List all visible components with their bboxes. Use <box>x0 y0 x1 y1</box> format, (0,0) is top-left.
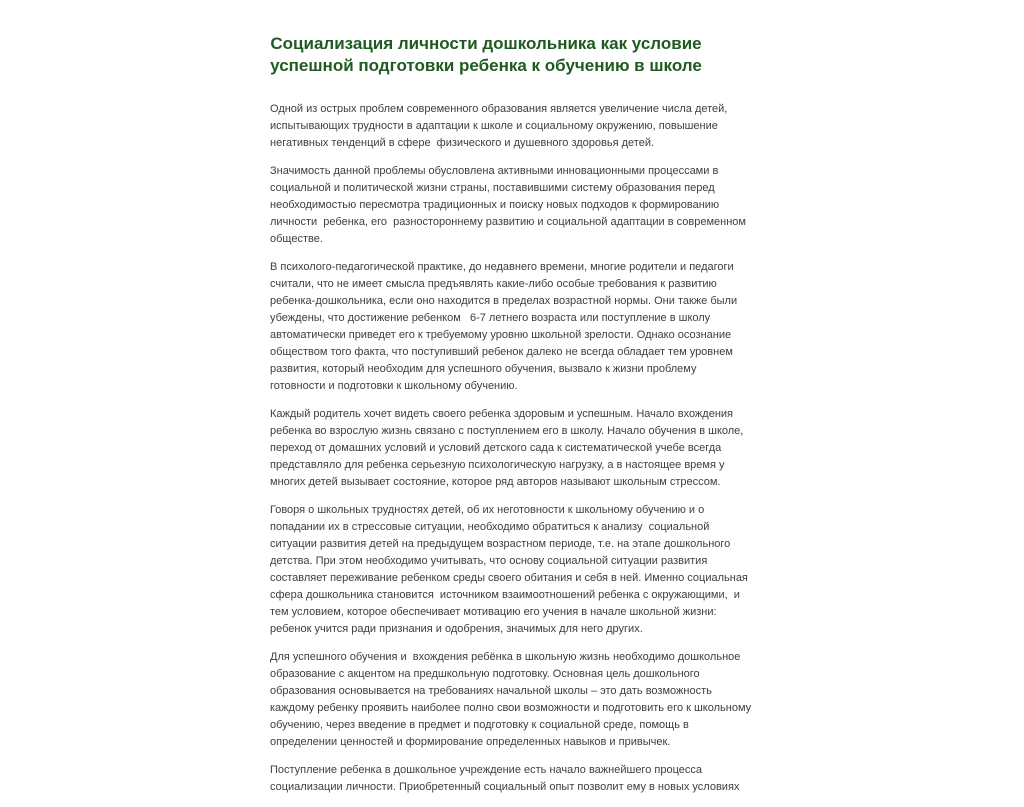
paragraph: Говоря о школьных трудностях детей, об их неготовности к школьному обучению и о попадании их в стрессовые ситуации, необходимо обратиться к анализу социальной ситуации развития детей на предыдущем возрастном периоде, т.е. на этапе дошкольного детства. При этом необходимо учитывать, что основу социальной ситуации развития составляет переживание ребенком среды своего обитания и себя в ней. Именно социальная сфера дошкольника становится источником взаимоотношений ребенка с окружающими, и тем условием, которое обеспечивает мотивацию его учения в начале школьной жизни: ребенок учится ради признания и одобрения, значимых для него других. <box>270 504 751 635</box>
paragraph: Поступление ребенка в дошкольное учреждение есть начало важнейшего процесса социализации личности. Приобретенный социальный опыт позволит ему в новых условиях <box>270 764 740 793</box>
paragraph: Одной из острых проблем современного образования является увеличение числа детей, испытывающих трудности в адаптации к школе и социальному окружению, повышение негативных тенденций в сфере физического и душевного здоровья детей. <box>270 103 731 149</box>
document-title: Социализация личности дошкольника как условие успешной подготовки ребенка к обучению в школе <box>270 34 707 75</box>
paragraph: Каждый родитель хочет видеть своего ребенка здоровым и успешным. Начало вхождения ребенка во взрослую жизнь связано с поступлением его в школу. Начало обучения в школе, переход от домашних условий и условий детского сада к систематической учебе всегда представляло для ребенка серьезную психологическую нагрузку, а в настоящее время у многих детей вызывает состояние, которое ряд авторов называют школьным стрессом. <box>270 408 747 488</box>
document-content <box>270 33 755 807</box>
paragraph: В психолого-педагогической практике, до недавнего времени, многие родители и педагоги считали, что не имеет смысла предъявлять какие-либо особые требования к развитию ребенка-дошкольника, если оно находится в пределах возрастной нормы. Они также были убеждены, что достижение ребенком 6-7 летнего возраста или поступление в школу автоматически приведет его к требуемому уровню школьной зрелости. Однако осознание обществом того факта, что поступивший ребенок далеко не всегда обладает тем уровнем развития, который необходим для успешного обучения, вызвало к жизни проблему готовности и подготовки к школьному обучению. <box>270 261 741 392</box>
document-body <box>270 101 755 796</box>
paragraph: Для успешного обучения и вхождения ребёнка в школьную жизнь необходимо дошкольное образование с акцентом на предшкольную подготовку. Основная цель дошкольного образования основывается на требованиях начальной школы – это дать возможность каждому ребенку проявить наиболее полно свои возможности и подготовить его к школьному обучению, через введение в предмет и подготовку к социальной среде, помощь в определении ценностей и формирование определенных навыков и привычек. <box>270 651 755 748</box>
paragraph: Значимость данной проблемы обусловлена активными инновационными процессами в социальной и политической жизни страны, поставившими систему образования перед необходимостью пересмотра традиционных и поиску новых подходов к формированию личности ребенка, его разностороннему развитию и социальной адаптации в современном обществе. <box>270 165 750 245</box>
